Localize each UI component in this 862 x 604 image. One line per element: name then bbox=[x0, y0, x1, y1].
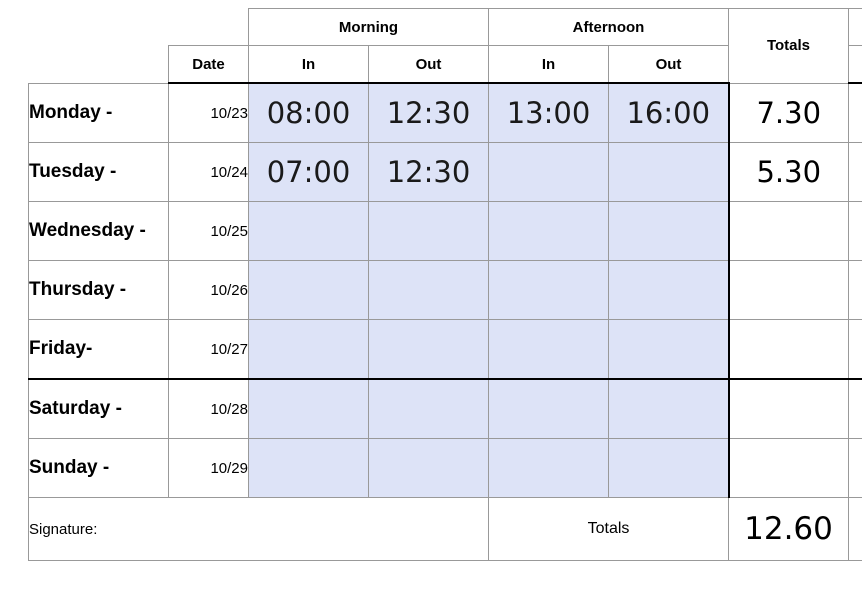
monday-total: 7.30 bbox=[729, 83, 849, 143]
header-date: Date bbox=[169, 46, 249, 84]
table-row bbox=[29, 379, 862, 439]
sunday-morning-in[interactable] bbox=[249, 439, 369, 498]
saturday-afternoon-out[interactable] bbox=[609, 379, 729, 439]
wednesday-morning-in[interactable] bbox=[249, 202, 369, 261]
sunday-afternoon-in[interactable] bbox=[489, 439, 609, 498]
sunday-total bbox=[729, 439, 849, 498]
day-label: Tuesday - bbox=[29, 161, 116, 183]
friday-total bbox=[729, 320, 849, 380]
tuesday-afternoon-in[interactable] bbox=[489, 143, 609, 202]
thursday-afternoon-in[interactable] bbox=[489, 261, 609, 320]
wednesday-afternoon-out[interactable] bbox=[609, 202, 729, 261]
row-date-wednesday: 10/25 bbox=[169, 202, 249, 261]
table-row bbox=[29, 320, 862, 380]
row-day-tuesday bbox=[29, 143, 169, 202]
row-date-tuesday: 10/24 bbox=[169, 143, 249, 202]
timesheet-page bbox=[0, 8, 862, 604]
saturday-morning-in[interactable] bbox=[249, 379, 369, 439]
header-blank-day bbox=[29, 9, 169, 46]
table-row bbox=[29, 439, 862, 498]
row-edge-cell bbox=[849, 379, 862, 439]
table-row bbox=[29, 143, 862, 202]
friday-morning-in[interactable] bbox=[249, 320, 369, 380]
row-date-friday: 10/27 bbox=[169, 320, 249, 380]
grand-total: 12.60 bbox=[729, 498, 849, 561]
saturday-total bbox=[729, 379, 849, 439]
wednesday-afternoon-in[interactable] bbox=[489, 202, 609, 261]
day-label: Wednesday - bbox=[29, 220, 146, 242]
day-label: Saturday - bbox=[29, 398, 122, 420]
friday-morning-out[interactable] bbox=[369, 320, 489, 380]
header-edge-cell bbox=[849, 9, 862, 46]
tuesday-morning-in[interactable]: 07:00 bbox=[249, 143, 369, 202]
monday-afternoon-out[interactable]: 16:00 bbox=[609, 83, 729, 143]
thursday-morning-out[interactable] bbox=[369, 261, 489, 320]
wednesday-total bbox=[729, 202, 849, 261]
thursday-afternoon-out[interactable] bbox=[609, 261, 729, 320]
row-day-wednesday bbox=[29, 202, 169, 261]
wednesday-morning-out[interactable] bbox=[369, 202, 489, 261]
row-day-sunday bbox=[29, 439, 169, 498]
footer-edge-cell bbox=[849, 498, 862, 561]
header-blank-day-2 bbox=[29, 46, 169, 84]
table-row bbox=[29, 202, 862, 261]
header-group-row bbox=[29, 9, 862, 46]
row-date-thursday: 10/26 bbox=[169, 261, 249, 320]
saturday-afternoon-in[interactable] bbox=[489, 379, 609, 439]
row-date-saturday: 10/28 bbox=[169, 379, 249, 439]
bottom-rule bbox=[29, 561, 862, 580]
header-morning-out: Out bbox=[369, 46, 489, 84]
row-edge-cell bbox=[849, 439, 862, 498]
row-edge-cell bbox=[849, 261, 862, 320]
row-day-thursday bbox=[29, 261, 169, 320]
header-afternoon-out: Out bbox=[609, 46, 729, 84]
thursday-morning-in[interactable] bbox=[249, 261, 369, 320]
thursday-total bbox=[729, 261, 849, 320]
table-row bbox=[29, 261, 862, 320]
bottom-rule-row bbox=[29, 561, 862, 580]
row-date-sunday: 10/29 bbox=[169, 439, 249, 498]
row-edge-cell bbox=[849, 202, 862, 261]
signature-field[interactable]: Signature: bbox=[29, 498, 489, 561]
row-date-monday: 10/23 bbox=[169, 83, 249, 143]
header-morning-in: In bbox=[249, 46, 369, 84]
row-day-friday bbox=[29, 320, 169, 380]
header-afternoon-in: In bbox=[489, 46, 609, 84]
table-row bbox=[29, 83, 862, 143]
header-afternoon: Afternoon bbox=[489, 9, 729, 46]
monday-morning-in[interactable]: 08:00 bbox=[249, 83, 369, 143]
footer-totals-label: Totals bbox=[489, 498, 729, 561]
header-morning: Morning bbox=[249, 9, 489, 46]
header-totals: Totals bbox=[729, 9, 849, 84]
row-edge-cell bbox=[849, 83, 862, 143]
day-label: Thursday - bbox=[29, 279, 126, 301]
monday-afternoon-in[interactable]: 13:00 bbox=[489, 83, 609, 143]
sunday-afternoon-out[interactable] bbox=[609, 439, 729, 498]
tuesday-morning-out[interactable]: 12:30 bbox=[369, 143, 489, 202]
header-blank-date bbox=[169, 9, 249, 46]
header-edge-cell-2 bbox=[849, 46, 862, 84]
monday-morning-out[interactable]: 12:30 bbox=[369, 83, 489, 143]
tuesday-total: 5.30 bbox=[729, 143, 849, 202]
footer-row bbox=[29, 498, 862, 561]
row-day-saturday bbox=[29, 379, 169, 439]
sunday-morning-out[interactable] bbox=[369, 439, 489, 498]
friday-afternoon-in[interactable] bbox=[489, 320, 609, 380]
saturday-morning-out[interactable] bbox=[369, 379, 489, 439]
day-label: Sunday - bbox=[29, 457, 109, 479]
friday-afternoon-out[interactable] bbox=[609, 320, 729, 380]
day-label: Friday- bbox=[29, 338, 92, 360]
tuesday-afternoon-out[interactable] bbox=[609, 143, 729, 202]
row-day-monday bbox=[29, 83, 169, 143]
timesheet-table bbox=[28, 8, 862, 579]
day-label: Monday - bbox=[29, 102, 112, 124]
row-edge-cell bbox=[849, 320, 862, 380]
row-edge-cell bbox=[849, 143, 862, 202]
